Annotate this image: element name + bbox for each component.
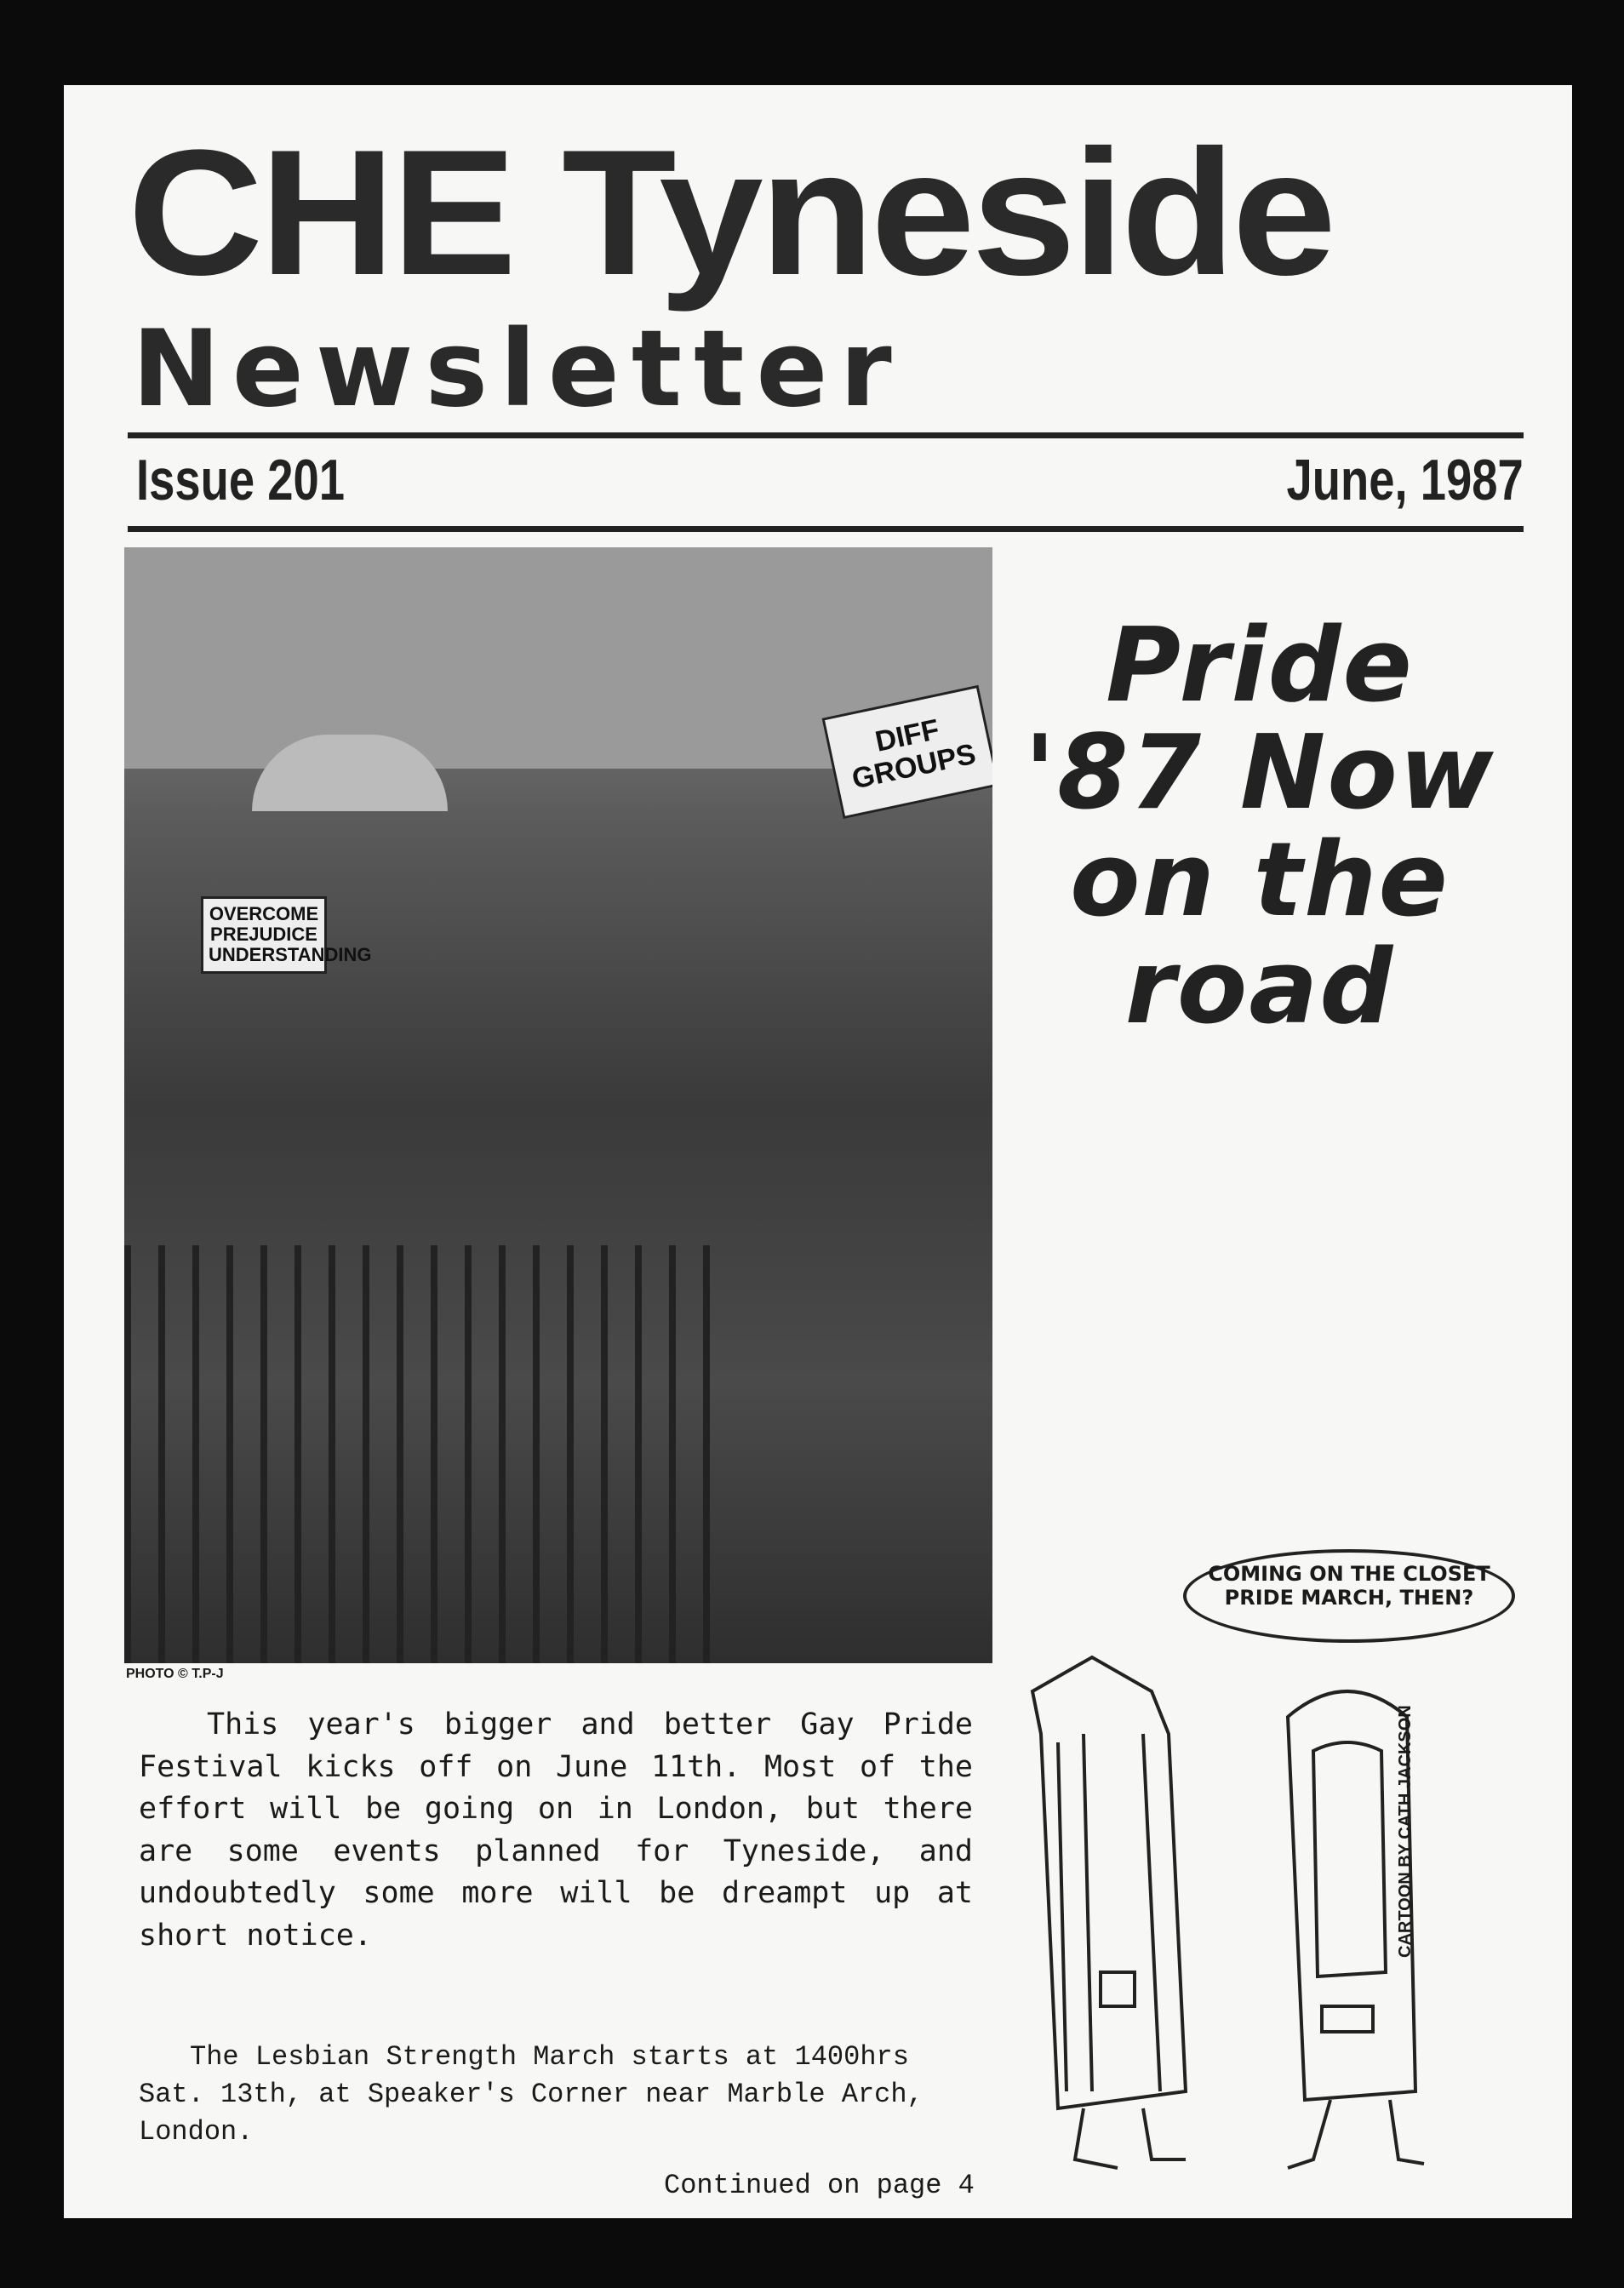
postbox-cartoon [1007,1547,1518,2194]
article-paragraph: This year's bigger and better Gay Pride Festival kicks off on June 11th. Most of the effort will be going on in London, but there are some events planned for Tyneside, and undoubtedly some more will be dreampt up at short notice. [139,1707,973,1953]
divider [128,432,1524,438]
photo-credit: PHOTO © T.P-J [126,1667,224,1681]
article-paragraph: The Lesbian Strength March starts at 1400hrs Sat. 13th, at Speaker's Corner near Marble Arch, London. [139,2041,924,2148]
masthead-title: CHE Tyneside [128,112,1333,312]
cartoon-credit: CARTOON BY CATH JACKSON [1396,1705,1415,1958]
speech-bubble: COMING ON THE CLOSET PRIDE MARCH, THEN? [1183,1549,1515,1643]
issue-date: June, 1987 [1286,448,1524,512]
issue-number: Issue 201 [136,448,345,512]
banner: DIFF GROUPS [821,685,992,819]
placard: OVERCOME PREJUDICE UNDERSTANDING [201,896,327,974]
divider [128,526,1524,532]
march-photo [124,547,992,1663]
railings [124,1245,720,1663]
continued-note: Continued on page 4 [664,2170,975,2201]
masthead-subtitle: Newsletter [132,308,904,431]
headline: Pride '87 Now on the road [1024,607,1495,1047]
